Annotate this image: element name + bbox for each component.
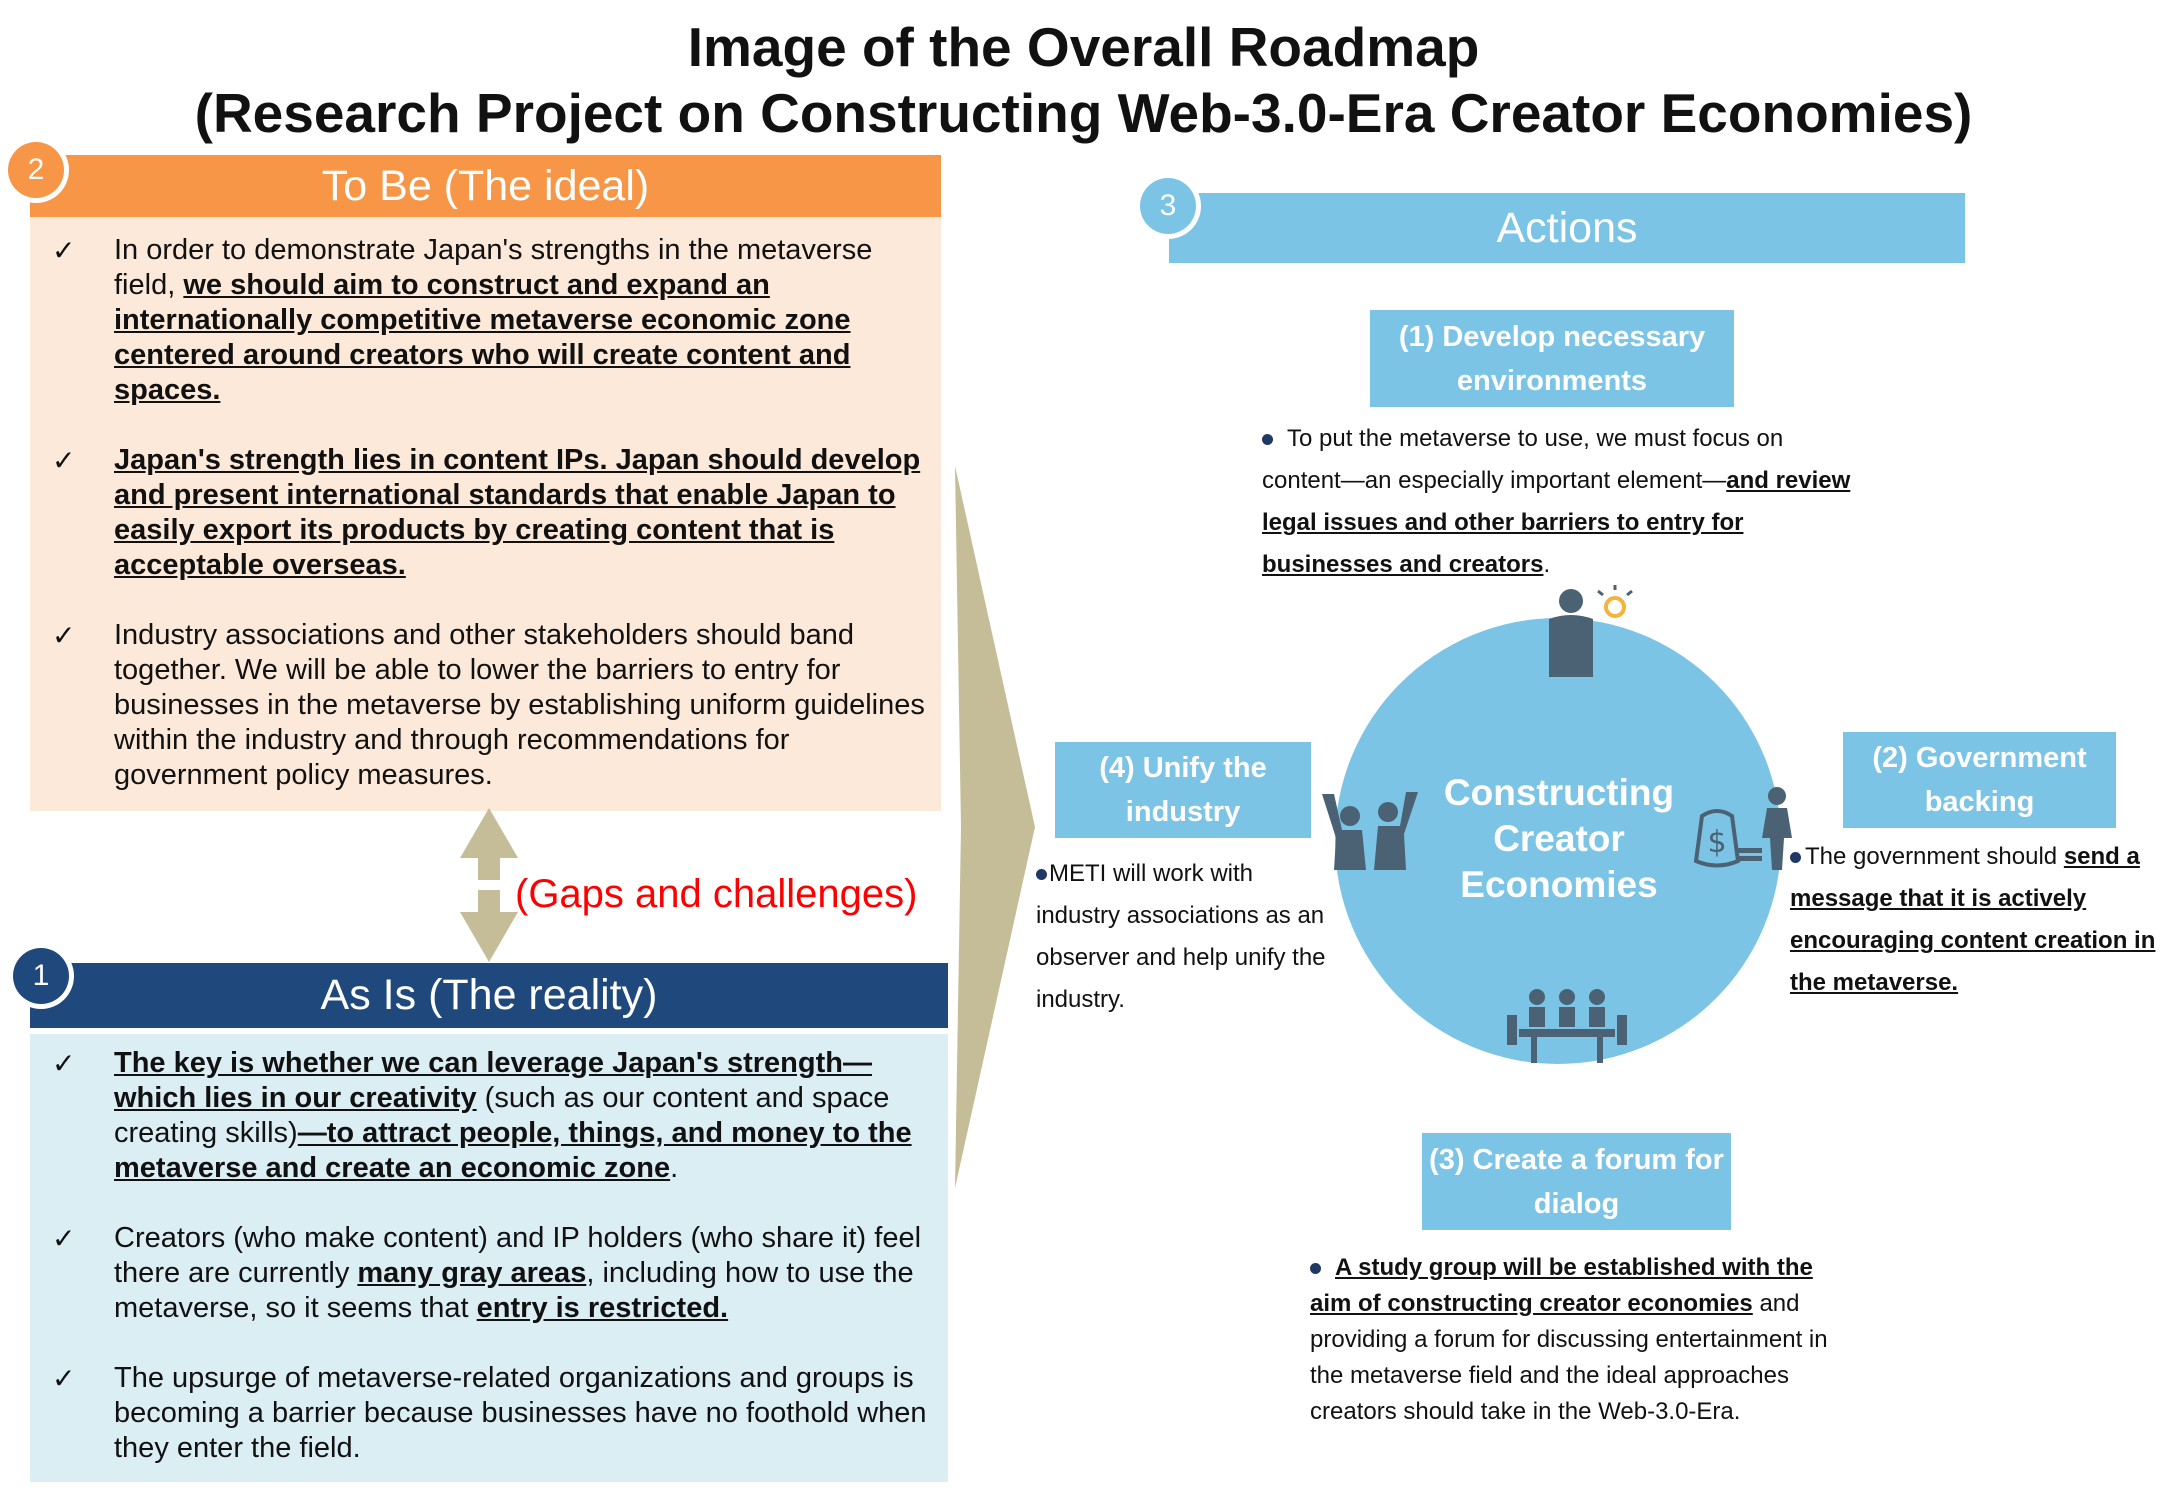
- as-is-badge: 1: [13, 948, 69, 1004]
- checkmark-icon: ✓: [52, 1363, 76, 1394]
- action-2-box: [1843, 732, 2116, 828]
- title-line-1: Image of the Overall Roadmap: [687, 16, 1480, 78]
- gaps-label: (Gaps and challenges): [515, 872, 918, 916]
- checkmark-icon: ✓: [52, 1048, 76, 1079]
- action-4-desc: METI will work with industry associations as an observer and help unify the industry.: [1036, 860, 1326, 1013]
- bullet-dot-icon: [1036, 869, 1047, 880]
- bullet-dot-icon: [1310, 1263, 1321, 1274]
- svg-text:$: $: [1707, 825, 1727, 860]
- as-is-item-3: ✓ The upsurge of metaverse-related organizations and groups is becoming a barrier because businesses have no foothold when they enter the field.: [52, 1362, 927, 1464]
- meeting-table-icon: [1503, 985, 1631, 1065]
- as-is-panel: [30, 1034, 948, 1482]
- action-3-label: (3) Create a forum for dialog: [1429, 1143, 1724, 1220]
- to-be-panel: [30, 217, 941, 811]
- as-is-item-2: ✓ Creators (who make content) and IP holders (who share it) feel there are currently many gray areas, including how to use the metaverse, so it seems that entry is restricted.: [52, 1222, 922, 1324]
- to-be-badge: 2: [8, 142, 64, 198]
- action-1-label: (1) Develop necessary environments: [1398, 320, 1706, 397]
- to-be-list: [30, 233, 941, 793]
- checkmark-icon: ✓: [52, 1223, 76, 1254]
- action-1-desc: To put the metaverse to use, we must focus on content—an especially important element—and review legal issues and other barriers to entry for businesses and creators.: [1262, 425, 1851, 578]
- checkmark-icon: ✓: [52, 445, 76, 476]
- action-4-label: (4) Unify the industry: [1099, 752, 1267, 828]
- as-is-header: [30, 963, 948, 1028]
- checkmark-icon: ✓: [52, 620, 76, 651]
- action-2-label: (2) Government backing: [1872, 742, 2087, 818]
- thinking-person-lightbulb-icon: [1535, 585, 1635, 680]
- as-is-item-1: ✓ The key is whether we can leverage Japan's strength—which lies in our creativity (such as our content and space creating skills)—to attract people, things, and money to the metaverse and create an economic zone.: [52, 1047, 912, 1184]
- businessman-money-bag-icon: [1682, 786, 1802, 871]
- chevron-arrow-icon: [955, 466, 1035, 1188]
- to-be-header: [30, 155, 941, 217]
- page-title: [0, 14, 2167, 146]
- action-1-box: [1370, 310, 1734, 407]
- checkmark-icon: ✓: [52, 235, 76, 266]
- actions-header: [1169, 193, 1965, 263]
- action-2-desc: The government should send a message that it is actively encouraging content creation in the metaverse.: [1790, 843, 2156, 996]
- to-be-item-2: ✓ Japan's strength lies in content IPs. Japan should develop and present international standards that enable Japan to easily export its products by creating content that is acceptable overseas.: [52, 444, 921, 581]
- double-arrow-icon: [458, 808, 520, 962]
- as-is-list: [30, 1046, 948, 1466]
- actions-header-label: Actions: [1496, 204, 1638, 252]
- center-label: Constructing Creator Economies: [1443, 772, 1675, 905]
- to-be-item-3: ✓ Industry associations and other stakeholders should band together. We will be able to lower the barriers to entry for businesses in the metaverse by establishing uniform guidelines within the industry and through recommendations for government policy measures.: [52, 619, 925, 791]
- title-line-2: (Research Project on Constructing Web-3.0-Era Creator Economies): [194, 82, 1973, 144]
- actions-badge: 3: [1140, 178, 1196, 234]
- action-3-box: [1422, 1133, 1731, 1230]
- as-is-header-label: As Is (The reality): [320, 971, 658, 1019]
- bullet-dot-icon: [1790, 852, 1801, 863]
- action-4-box: [1055, 742, 1311, 838]
- to-be-header-label: To Be (The ideal): [321, 162, 650, 210]
- to-be-item-1: ✓ In order to demonstrate Japan's strengths in the metaverse field, we should aim to construct and expand an internationally competitive metaverse economic zone centered around creators who will create content and spaces.: [52, 234, 873, 406]
- bullet-dot-icon: [1262, 434, 1273, 445]
- action-3-desc: A study group will be established with the aim of constructing creator economies and providing a forum for discussing entertainment in the metaverse field and the ideal approaches creators should take in the Web-3.0-Era.: [1310, 1254, 1828, 1425]
